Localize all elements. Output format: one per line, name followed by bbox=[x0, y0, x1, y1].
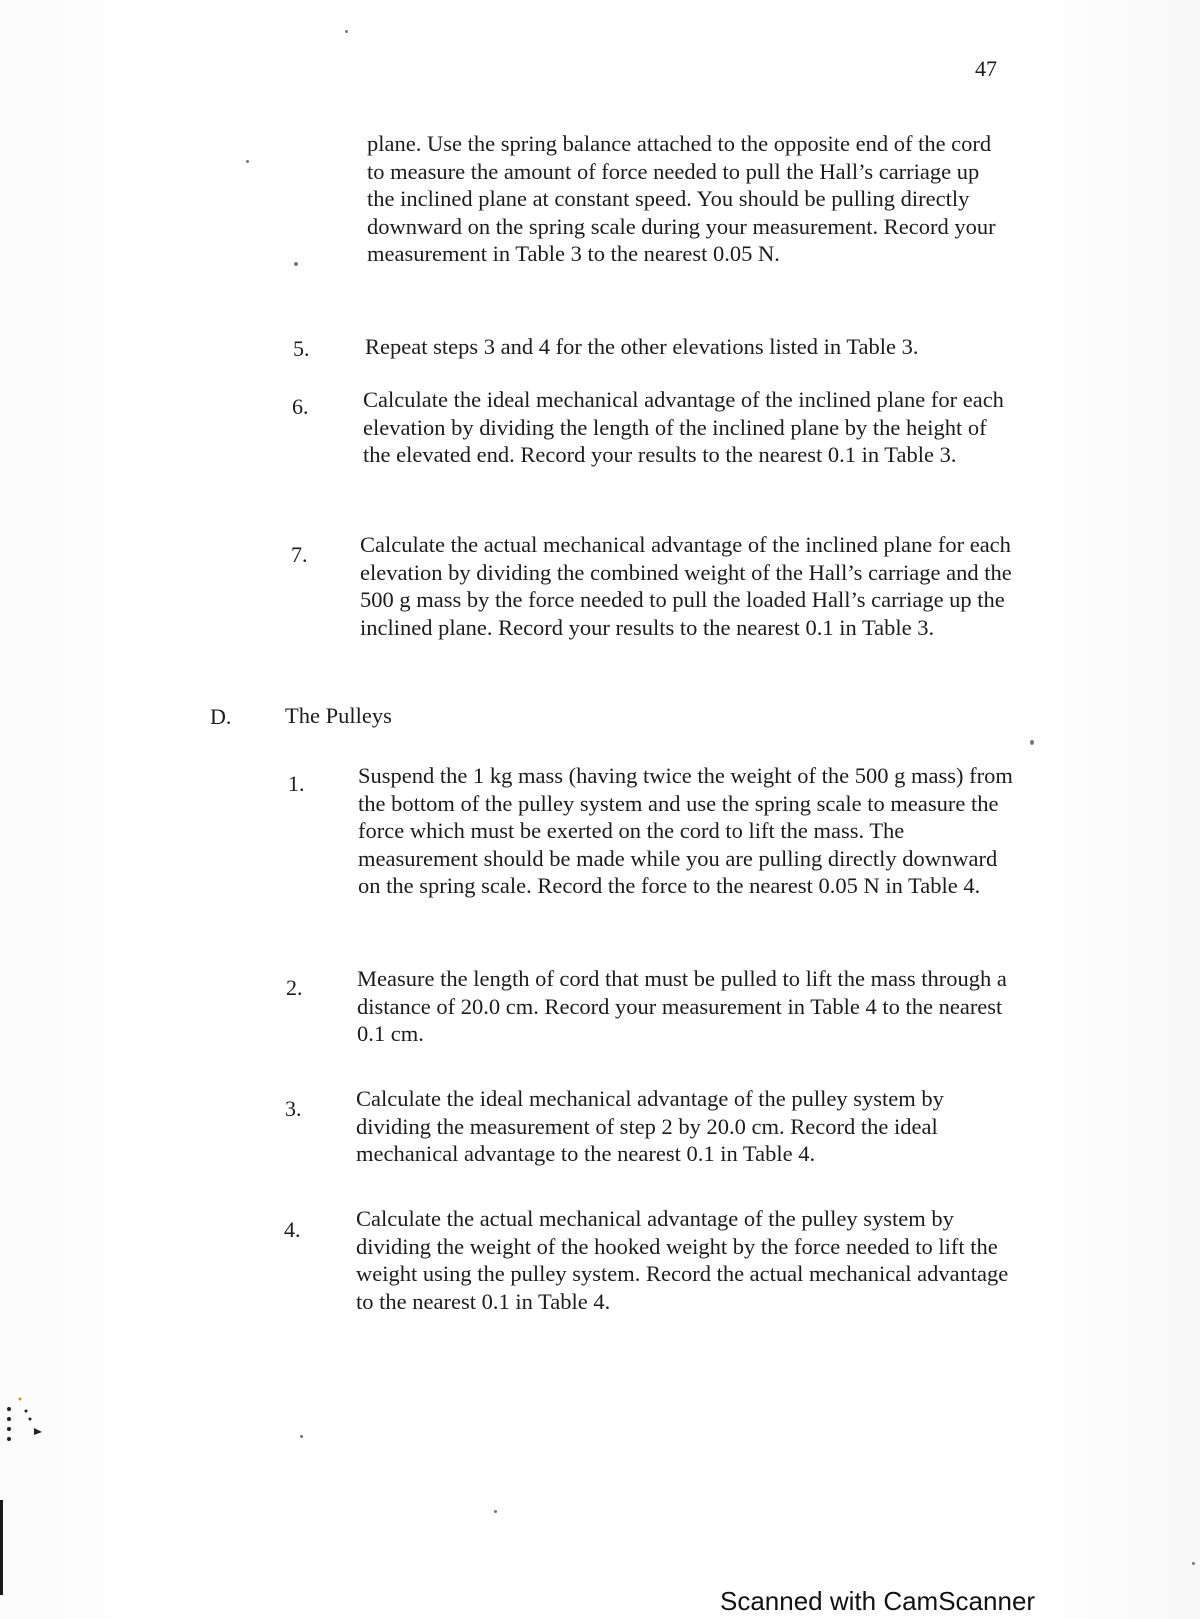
step-number: 7. bbox=[291, 542, 308, 567]
continuation-paragraph: plane. Use the spring balance attached to the opposite end of the cord to measure the amount of force needed to pull the Hall’s carriage up the inclined plane at constant speed. You should be pulling directly downward on the spring scale during your measurement. Record your measurement in Table 3 to the nearest 0.05 N. bbox=[367, 131, 996, 266]
page-number: 47 bbox=[975, 56, 997, 81]
scan-edge-bar bbox=[0, 1500, 3, 1595]
step-number: 3. bbox=[285, 1096, 302, 1121]
section-letter: D. bbox=[210, 704, 232, 729]
step-number: 6. bbox=[292, 394, 309, 419]
step-text: Calculate the actual mechanical advantage of the pulley system by dividing the weight of the hooked weight by the force needed to lift the weight using the pulley system. Record the actual mechanical advantage to the nearest 0.1 in Table 4. bbox=[356, 1206, 1009, 1314]
step-text: Calculate the ideal mechanical advantage of the inclined plane for each elevation by dividing the length of the inclined plane by the height of the elevated end. Record your results to the nearest 0.1 in Table 3. bbox=[363, 387, 1004, 467]
scan-speck bbox=[294, 262, 298, 266]
scan-speck bbox=[494, 1510, 497, 1513]
step-text: Calculate the actual mechanical advantage of the inclined plane for each elevation by dividing the combined weight of the Hall’s carriage and the 500 g mass by the force needed to pull the loaded Hall’s carriage up the inclined plane. Record your results to the nearest 0.1 in Table 3. bbox=[360, 532, 1012, 640]
step-number: 1. bbox=[288, 771, 305, 796]
step-text: Suspend the 1 kg mass (having twice the weight of the 500 g mass) from the bottom of the pulley system and use the spring scale to measure the force which must be exerted on the cord to lift the mass. The measurement should be made while you are pulling directly downward on the spring scale. Record the force to the nearest 0.05 N in Table 4. bbox=[358, 763, 1013, 898]
scan-speck bbox=[1192, 1562, 1195, 1565]
step-number: 4. bbox=[284, 1217, 301, 1242]
scanner-watermark: Scanned with CamScanner bbox=[720, 1586, 1036, 1616]
step-text: Measure the length of cord that must be pulled to lift the mass through a distance of 20.0 cm. Record your measurement in Table 4 to the nearest 0.1 cm. bbox=[357, 966, 1007, 1046]
scan-edge-marks bbox=[6, 1395, 46, 1445]
scan-speck bbox=[246, 160, 249, 163]
scan-speck bbox=[300, 1435, 303, 1438]
section-title: The Pulleys bbox=[285, 703, 392, 728]
step-number: 2. bbox=[286, 975, 303, 1000]
step-number: 5. bbox=[293, 336, 310, 361]
step-text: Calculate the ideal mechanical advantage of the pulley system by dividing the measurement of step 2 by 20.0 cm. Record the ideal mechanical advantage to the nearest 0.1 in Table 4. bbox=[356, 1086, 944, 1166]
step-text: Repeat steps 3 and 4 for the other elevations listed in Table 3. bbox=[365, 334, 919, 359]
scan-speck bbox=[345, 30, 348, 33]
scan-speck bbox=[1030, 740, 1034, 745]
